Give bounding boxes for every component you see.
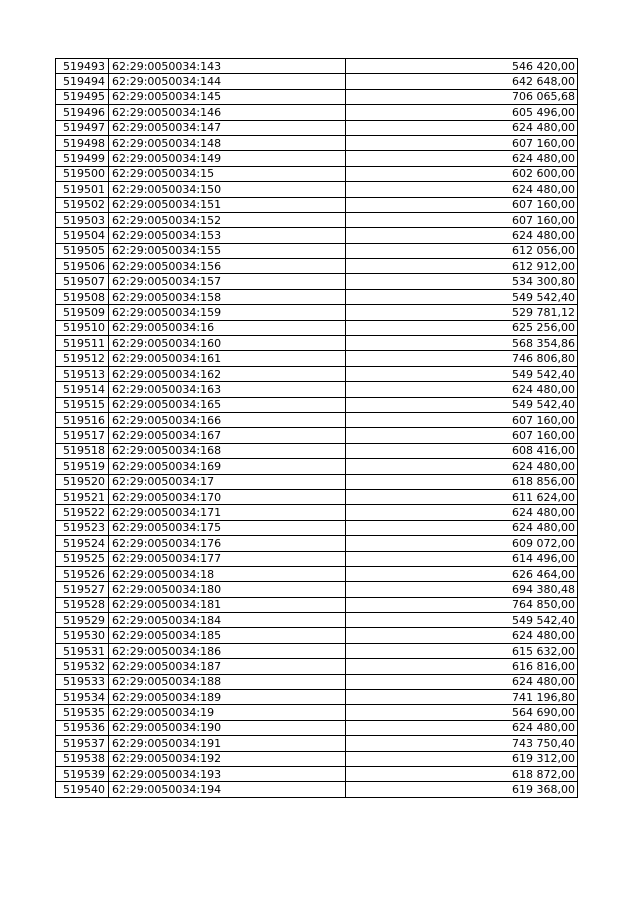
- table-row: [56, 412, 578, 427]
- cadastral-value-cell: 611 624,00: [346, 489, 578, 504]
- cadastral-number-cell: 62:29:0050034:187: [109, 659, 346, 674]
- cadastral-value-cell: 626 464,00: [346, 566, 578, 581]
- row-id-cell: 519495: [56, 89, 109, 104]
- table-row: [56, 243, 578, 258]
- table-row: [56, 720, 578, 735]
- table-row: [56, 566, 578, 581]
- cadastral-number-cell: 62:29:0050034:143: [109, 59, 346, 74]
- table-row: [56, 782, 578, 797]
- cadastral-number-cell: 62:29:0050034:19: [109, 705, 346, 720]
- table-row: [56, 166, 578, 181]
- row-id-cell: 519500: [56, 166, 109, 181]
- cadastral-number-cell: 62:29:0050034:153: [109, 228, 346, 243]
- cadastral-value-cell: 612 912,00: [346, 259, 578, 274]
- cadastral-number-cell: 62:29:0050034:192: [109, 751, 346, 766]
- cadastral-number-cell: 62:29:0050034:150: [109, 182, 346, 197]
- cadastral-number-cell: 62:29:0050034:157: [109, 274, 346, 289]
- cadastral-value-cell: 624 480,00: [346, 520, 578, 535]
- cadastral-number-cell: 62:29:0050034:170: [109, 489, 346, 504]
- table-row: [56, 520, 578, 535]
- row-id-cell: 519510: [56, 320, 109, 335]
- row-id-cell: 519503: [56, 212, 109, 227]
- table-row: [56, 74, 578, 89]
- row-id-cell: 519532: [56, 659, 109, 674]
- cadastral-number-cell: 62:29:0050034:184: [109, 613, 346, 628]
- cadastral-value-cell: 608 416,00: [346, 443, 578, 458]
- cadastral-value-cell: 619 312,00: [346, 751, 578, 766]
- row-id-cell: 519525: [56, 551, 109, 566]
- cadastral-number-cell: 62:29:0050034:194: [109, 782, 346, 797]
- cadastral-number-cell: 62:29:0050034:175: [109, 520, 346, 535]
- cadastral-value-table: [55, 58, 578, 798]
- cadastral-number-cell: 62:29:0050034:191: [109, 736, 346, 751]
- row-id-cell: 519509: [56, 305, 109, 320]
- row-id-cell: 519534: [56, 690, 109, 705]
- table-row: [56, 274, 578, 289]
- cadastral-value-cell: 746 806,80: [346, 351, 578, 366]
- cadastral-value-cell: 549 542,40: [346, 397, 578, 412]
- row-id-cell: 519530: [56, 628, 109, 643]
- cadastral-value-cell: 743 750,40: [346, 736, 578, 751]
- cadastral-number-cell: 62:29:0050034:181: [109, 597, 346, 612]
- table-row: [56, 182, 578, 197]
- row-id-cell: 519493: [56, 59, 109, 74]
- cadastral-value-cell: 624 480,00: [346, 182, 578, 197]
- cadastral-number-cell: 62:29:0050034:193: [109, 766, 346, 781]
- table-row: [56, 305, 578, 320]
- cadastral-value-cell: 741 196,80: [346, 690, 578, 705]
- row-id-cell: 519523: [56, 520, 109, 535]
- row-id-cell: 519496: [56, 105, 109, 120]
- cadastral-value-cell: 624 480,00: [346, 120, 578, 135]
- cadastral-number-cell: 62:29:0050034:156: [109, 259, 346, 274]
- row-id-cell: 519522: [56, 505, 109, 520]
- cadastral-value-cell: 624 480,00: [346, 228, 578, 243]
- row-id-cell: 519501: [56, 182, 109, 197]
- cadastral-number-cell: 62:29:0050034:16: [109, 320, 346, 335]
- table-row: [56, 536, 578, 551]
- table-row: [56, 151, 578, 166]
- cadastral-value-cell: 642 648,00: [346, 74, 578, 89]
- table-row: [56, 690, 578, 705]
- table-row: [56, 382, 578, 397]
- cadastral-number-cell: 62:29:0050034:169: [109, 459, 346, 474]
- cadastral-value-cell: 534 300,80: [346, 274, 578, 289]
- cadastral-number-cell: 62:29:0050034:176: [109, 536, 346, 551]
- row-id-cell: 519526: [56, 566, 109, 581]
- cadastral-number-cell: 62:29:0050034:167: [109, 428, 346, 443]
- cadastral-value-cell: 706 065,68: [346, 89, 578, 104]
- cadastral-number-cell: 62:29:0050034:190: [109, 720, 346, 735]
- cadastral-value-cell: 624 480,00: [346, 151, 578, 166]
- cadastral-number-cell: 62:29:0050034:180: [109, 582, 346, 597]
- table-row: [56, 551, 578, 566]
- table-row: [56, 505, 578, 520]
- cadastral-value-cell: 607 160,00: [346, 428, 578, 443]
- cadastral-value-cell: 694 380,48: [346, 582, 578, 597]
- table-row: [56, 659, 578, 674]
- cadastral-value-cell: 549 542,40: [346, 366, 578, 381]
- row-id-cell: 519514: [56, 382, 109, 397]
- table-row: [56, 336, 578, 351]
- cadastral-value-cell: 618 872,00: [346, 766, 578, 781]
- cadastral-value-cell: 624 480,00: [346, 459, 578, 474]
- table-row: [56, 613, 578, 628]
- cadastral-number-cell: 62:29:0050034:189: [109, 690, 346, 705]
- row-id-cell: 519520: [56, 474, 109, 489]
- table-row: [56, 228, 578, 243]
- table-row: [56, 59, 578, 74]
- cadastral-number-cell: 62:29:0050034:166: [109, 412, 346, 427]
- cadastral-number-cell: 62:29:0050034:145: [109, 89, 346, 104]
- cadastral-value-cell: 616 816,00: [346, 659, 578, 674]
- row-id-cell: 519519: [56, 459, 109, 474]
- cadastral-value-cell: 549 542,40: [346, 613, 578, 628]
- row-id-cell: 519517: [56, 428, 109, 443]
- cadastral-number-cell: 62:29:0050034:162: [109, 366, 346, 381]
- cadastral-value-cell: 607 160,00: [346, 197, 578, 212]
- cadastral-number-cell: 62:29:0050034:160: [109, 336, 346, 351]
- row-id-cell: 519528: [56, 597, 109, 612]
- cadastral-value-cell: 624 480,00: [346, 628, 578, 643]
- row-id-cell: 519537: [56, 736, 109, 751]
- row-id-cell: 519527: [56, 582, 109, 597]
- cadastral-number-cell: 62:29:0050034:148: [109, 135, 346, 150]
- cadastral-value-cell: 607 160,00: [346, 412, 578, 427]
- cadastral-value-cell: 568 354,86: [346, 336, 578, 351]
- cadastral-number-cell: 62:29:0050034:144: [109, 74, 346, 89]
- table-row: [56, 674, 578, 689]
- row-id-cell: 519539: [56, 766, 109, 781]
- table-row: [56, 489, 578, 504]
- row-id-cell: 519504: [56, 228, 109, 243]
- table-row: [56, 443, 578, 458]
- row-id-cell: 519515: [56, 397, 109, 412]
- row-id-cell: 519513: [56, 366, 109, 381]
- row-id-cell: 519536: [56, 720, 109, 735]
- table-row: [56, 736, 578, 751]
- cadastral-value-cell: 607 160,00: [346, 212, 578, 227]
- cadastral-number-cell: 62:29:0050034:168: [109, 443, 346, 458]
- cadastral-value-cell: 609 072,00: [346, 536, 578, 551]
- table-row: [56, 766, 578, 781]
- table-row: [56, 628, 578, 643]
- cadastral-value-cell: 549 542,40: [346, 289, 578, 304]
- cadastral-number-cell: 62:29:0050034:152: [109, 212, 346, 227]
- row-id-cell: 519524: [56, 536, 109, 551]
- row-id-cell: 519505: [56, 243, 109, 258]
- cadastral-number-cell: 62:29:0050034:18: [109, 566, 346, 581]
- row-id-cell: 519508: [56, 289, 109, 304]
- row-id-cell: 519535: [56, 705, 109, 720]
- row-id-cell: 519506: [56, 259, 109, 274]
- cadastral-number-cell: 62:29:0050034:155: [109, 243, 346, 258]
- row-id-cell: 519494: [56, 74, 109, 89]
- cadastral-number-cell: 62:29:0050034:185: [109, 628, 346, 643]
- cadastral-number-cell: 62:29:0050034:15: [109, 166, 346, 181]
- row-id-cell: 519538: [56, 751, 109, 766]
- cadastral-number-cell: 62:29:0050034:146: [109, 105, 346, 120]
- table-row: [56, 397, 578, 412]
- cadastral-number-cell: 62:29:0050034:163: [109, 382, 346, 397]
- row-id-cell: 519540: [56, 782, 109, 797]
- table-row: [56, 643, 578, 658]
- table-row: [56, 320, 578, 335]
- cadastral-value-cell: 624 480,00: [346, 505, 578, 520]
- row-id-cell: 519498: [56, 135, 109, 150]
- table-row: [56, 366, 578, 381]
- cadastral-number-cell: 62:29:0050034:151: [109, 197, 346, 212]
- row-id-cell: 519533: [56, 674, 109, 689]
- row-id-cell: 519516: [56, 412, 109, 427]
- row-id-cell: 519521: [56, 489, 109, 504]
- table-row: [56, 89, 578, 104]
- table-body: [56, 59, 578, 798]
- table-row: [56, 120, 578, 135]
- row-id-cell: 519507: [56, 274, 109, 289]
- cadastral-number-cell: 62:29:0050034:147: [109, 120, 346, 135]
- table-row: [56, 474, 578, 489]
- cadastral-number-cell: 62:29:0050034:188: [109, 674, 346, 689]
- table-row: [56, 459, 578, 474]
- row-id-cell: 519499: [56, 151, 109, 166]
- table-row: [56, 212, 578, 227]
- row-id-cell: 519529: [56, 613, 109, 628]
- table-row: [56, 351, 578, 366]
- cadastral-number-cell: 62:29:0050034:165: [109, 397, 346, 412]
- row-id-cell: 519511: [56, 336, 109, 351]
- cadastral-value-cell: 625 256,00: [346, 320, 578, 335]
- cadastral-value-cell: 605 496,00: [346, 105, 578, 120]
- table-row: [56, 289, 578, 304]
- cadastral-value-cell: 624 480,00: [346, 720, 578, 735]
- cadastral-number-cell: 62:29:0050034:171: [109, 505, 346, 520]
- cadastral-number-cell: 62:29:0050034:159: [109, 305, 346, 320]
- row-id-cell: 519497: [56, 120, 109, 135]
- cadastral-value-cell: 602 600,00: [346, 166, 578, 181]
- cadastral-value-cell: 614 496,00: [346, 551, 578, 566]
- cadastral-value-cell: 624 480,00: [346, 674, 578, 689]
- cadastral-value-cell: 624 480,00: [346, 382, 578, 397]
- cadastral-value-cell: 529 781,12: [346, 305, 578, 320]
- cadastral-value-cell: 615 632,00: [346, 643, 578, 658]
- table-row: [56, 428, 578, 443]
- cadastral-number-cell: 62:29:0050034:161: [109, 351, 346, 366]
- table-row: [56, 105, 578, 120]
- table-row: [56, 135, 578, 150]
- table-row: [56, 705, 578, 720]
- row-id-cell: 519531: [56, 643, 109, 658]
- table-row: [56, 751, 578, 766]
- cadastral-value-cell: 607 160,00: [346, 135, 578, 150]
- table-row: [56, 582, 578, 597]
- cadastral-number-cell: 62:29:0050034:17: [109, 474, 346, 489]
- table-row: [56, 197, 578, 212]
- cadastral-number-cell: 62:29:0050034:177: [109, 551, 346, 566]
- cadastral-value-cell: 764 850,00: [346, 597, 578, 612]
- table-row: [56, 597, 578, 612]
- cadastral-number-cell: 62:29:0050034:158: [109, 289, 346, 304]
- cadastral-number-cell: 62:29:0050034:149: [109, 151, 346, 166]
- row-id-cell: 519512: [56, 351, 109, 366]
- cadastral-value-cell: 546 420,00: [346, 59, 578, 74]
- cadastral-value-cell: 564 690,00: [346, 705, 578, 720]
- cadastral-value-cell: 612 056,00: [346, 243, 578, 258]
- cadastral-number-cell: 62:29:0050034:186: [109, 643, 346, 658]
- row-id-cell: 519518: [56, 443, 109, 458]
- cadastral-value-cell: 619 368,00: [346, 782, 578, 797]
- cadastral-value-cell: 618 856,00: [346, 474, 578, 489]
- table-row: [56, 259, 578, 274]
- row-id-cell: 519502: [56, 197, 109, 212]
